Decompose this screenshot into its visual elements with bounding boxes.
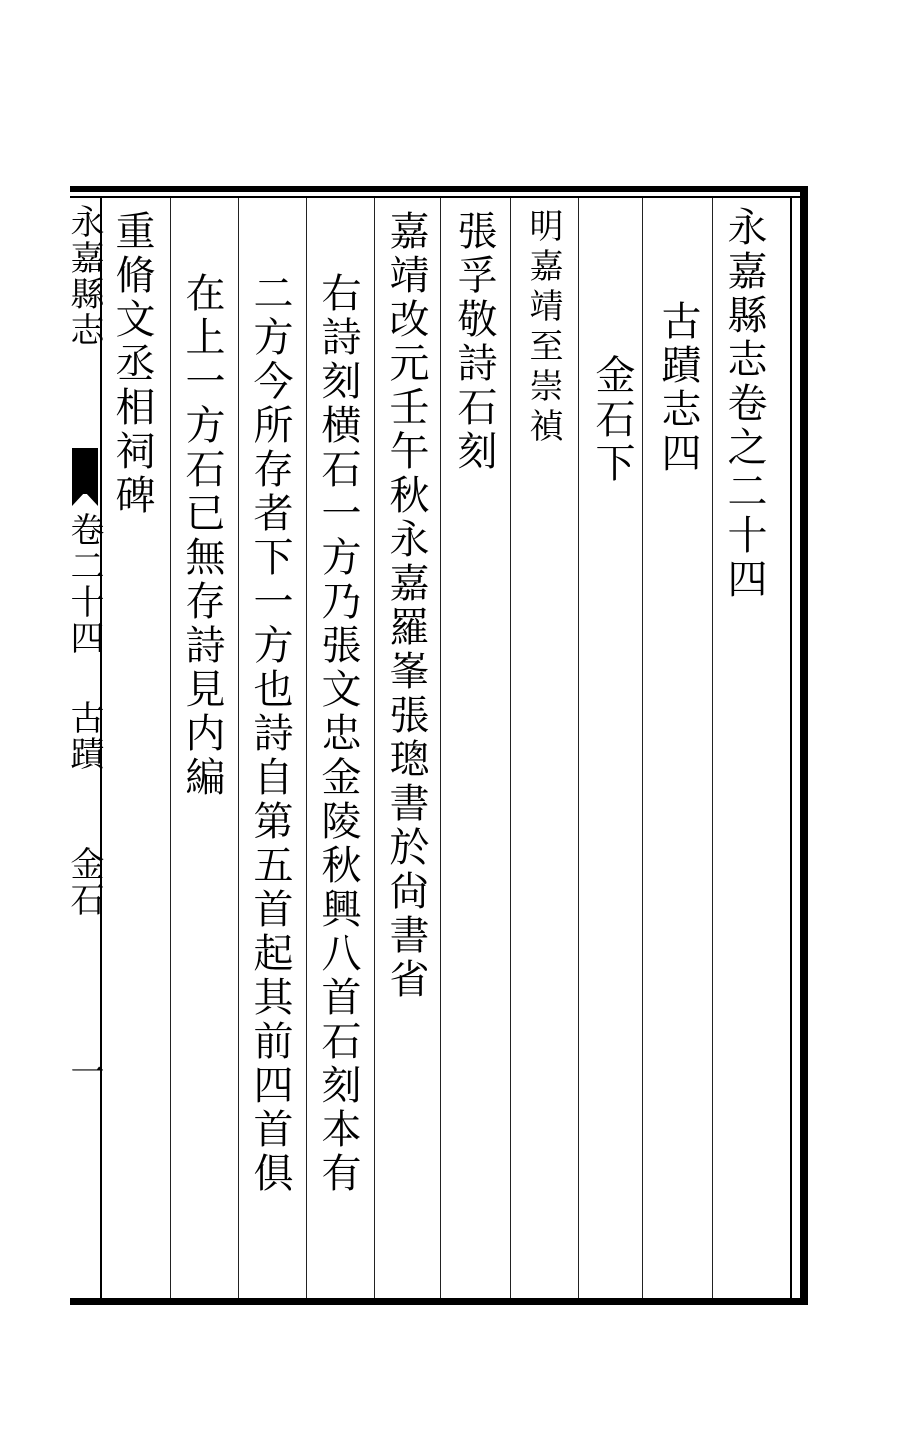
- volume-title: 永嘉縣志卷之二十四: [721, 206, 767, 602]
- fish-tail-mark: [72, 448, 98, 494]
- margin-book-title: 永嘉縣志: [64, 204, 104, 348]
- period-heading: 明嘉靖至崇禎: [523, 208, 563, 448]
- frame-top-border: [70, 186, 808, 192]
- margin-section: 古蹟: [64, 700, 104, 772]
- entry-title: 張孚敬詩石刻: [451, 210, 497, 474]
- column-rule: [712, 198, 713, 1298]
- column-rule: [306, 198, 307, 1298]
- margin-page-number: 一: [64, 1054, 104, 1090]
- column-rule: [374, 198, 375, 1298]
- column-rule: [170, 198, 171, 1298]
- chapter-title: 古蹟志四: [655, 300, 701, 476]
- section-title: 金石下: [589, 354, 635, 486]
- inscription-line: 嘉靖改元壬午秋永嘉羅峯張璁書於尙書省: [383, 210, 429, 1002]
- margin-volume: 卷二十四: [64, 512, 104, 656]
- column-rule: [440, 198, 441, 1298]
- margin-subsection: 金石: [64, 846, 104, 918]
- frame-bottom-border: [70, 1298, 808, 1305]
- frame-right-border: [800, 186, 808, 1305]
- column-rule: [642, 198, 643, 1298]
- commentary-line: 二方今所存者下一方也詩自第五首起其前四首俱: [247, 272, 293, 1196]
- frame-top-inner-border: [70, 196, 800, 198]
- commentary-line: 在上一方石已無存詩見内編: [179, 272, 225, 800]
- fish-tail-mark: [72, 492, 98, 506]
- column-rule: [238, 198, 239, 1298]
- commentary-line: 右詩刻横石一方乃張文忠金陵秋興八首石刻本有: [315, 272, 361, 1196]
- column-rule: [510, 198, 511, 1298]
- column-rule: [578, 198, 579, 1298]
- frame-right-inner-border: [790, 196, 792, 1300]
- entry-title: 重脩文丞相祠碑: [109, 210, 155, 518]
